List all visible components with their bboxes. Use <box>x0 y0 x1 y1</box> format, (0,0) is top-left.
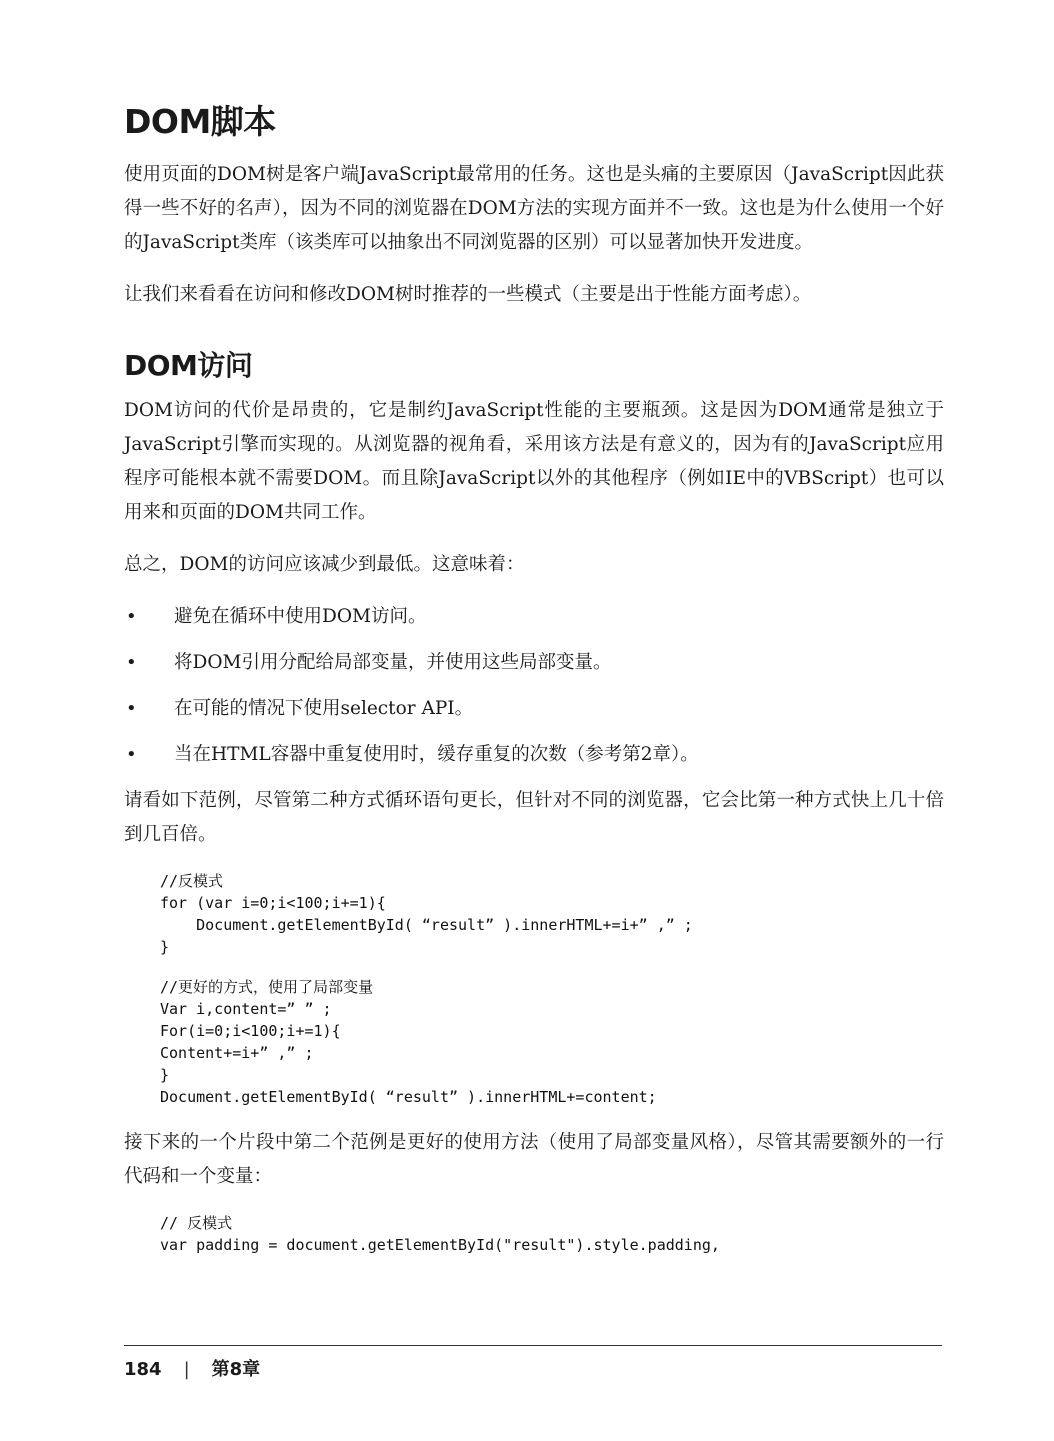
list-item <box>124 738 944 772</box>
bullet-list <box>124 600 944 772</box>
list-item-text: 将DOM引用分配给局部变量，并使用这些局部变量。 <box>174 652 612 673</box>
chapter-label: 第8章 <box>211 1359 261 1380</box>
paragraph-example-intro: 请看如下范例，尽管第二种方式循环语句更长，但针对不同的浏览器，它会比第一种方式快上几十倍到几百倍。 <box>124 790 944 845</box>
bullet-icon: • <box>126 652 137 673</box>
section-title-dom-scripting: DOM脚本 <box>124 102 276 141</box>
paragraph-patterns: 让我们来看看在访问和修改DOM树时推荐的一些模式（主要是出于性能方面考虑）。 <box>124 284 812 305</box>
paragraph-next-snippet: 接下来的一个片段中第二个范例是更好的使用方法（使用了局部变量风格），尽管其需要额外的一行代码和一个变量： <box>124 1132 944 1187</box>
page-footer <box>124 1356 260 1384</box>
code-block-better: //更好的方式，使用了局部变量 Var i,content=” ” ; For(i=0;i<100;i+=1){ Content+=i+” ,” ; } Document.getElementById( “result” ).innerHTML+=content; <box>160 978 657 1106</box>
list-item <box>124 646 944 680</box>
bullet-icon: • <box>126 744 137 765</box>
page-number: 184 <box>124 1359 162 1380</box>
footer-divider <box>124 1345 942 1346</box>
page-content <box>124 100 944 1274</box>
section-title-dom-access: DOM访问 <box>124 349 253 382</box>
paragraph-intro: 使用页面的DOM树是客户端JavaScript最常用的任务。这也是头痛的主要原因（JavaScript因此获得一些不好的名声），因为不同的浏览器在DOM方法的实现方面并不一致。这也是为什么使用一个好的JavaScript类库（该类库可以抽象出不同浏览器的区别）可以显著加快开发进度。 <box>124 164 944 253</box>
code-block-padding: // 反模式 var padding = document.getElementById("result").style.padding, <box>160 1214 720 1254</box>
paragraph-minimize: 总之，DOM的访问应该减少到最低。这意味着： <box>124 554 525 575</box>
list-item-text: 当在HTML容器中重复使用时，缓存重复的次数（参考第2章）。 <box>174 744 699 765</box>
paragraph-dom-cost: DOM访问的代价是昂贵的，它是制约JavaScript性能的主要瓶颈。这是因为DOM通常是独立于JavaScript引擎而实现的。从浏览器的视角看，采用该方法是有意义的，因为有的JavaScript应用程序可能根本就不需要DOM。而且除JavaScript以外的其他程序（例如IE中的VBScript）也可以用来和页面的DOM共同工作。 <box>124 400 944 523</box>
bullet-icon: • <box>126 698 137 719</box>
code-block-antipattern: //反模式 for (var i=0;i<100;i+=1){ Document.getElementById( “result” ).innerHTML+=i+” ,” ; } <box>160 872 693 956</box>
list-item-text: 避免在循环中使用DOM访问。 <box>174 606 427 627</box>
bullet-icon: • <box>126 606 137 627</box>
footer-separator: | <box>183 1359 190 1380</box>
list-item <box>124 600 944 634</box>
list-item <box>124 692 944 726</box>
list-item-text: 在可能的情况下使用selector API。 <box>174 698 474 719</box>
